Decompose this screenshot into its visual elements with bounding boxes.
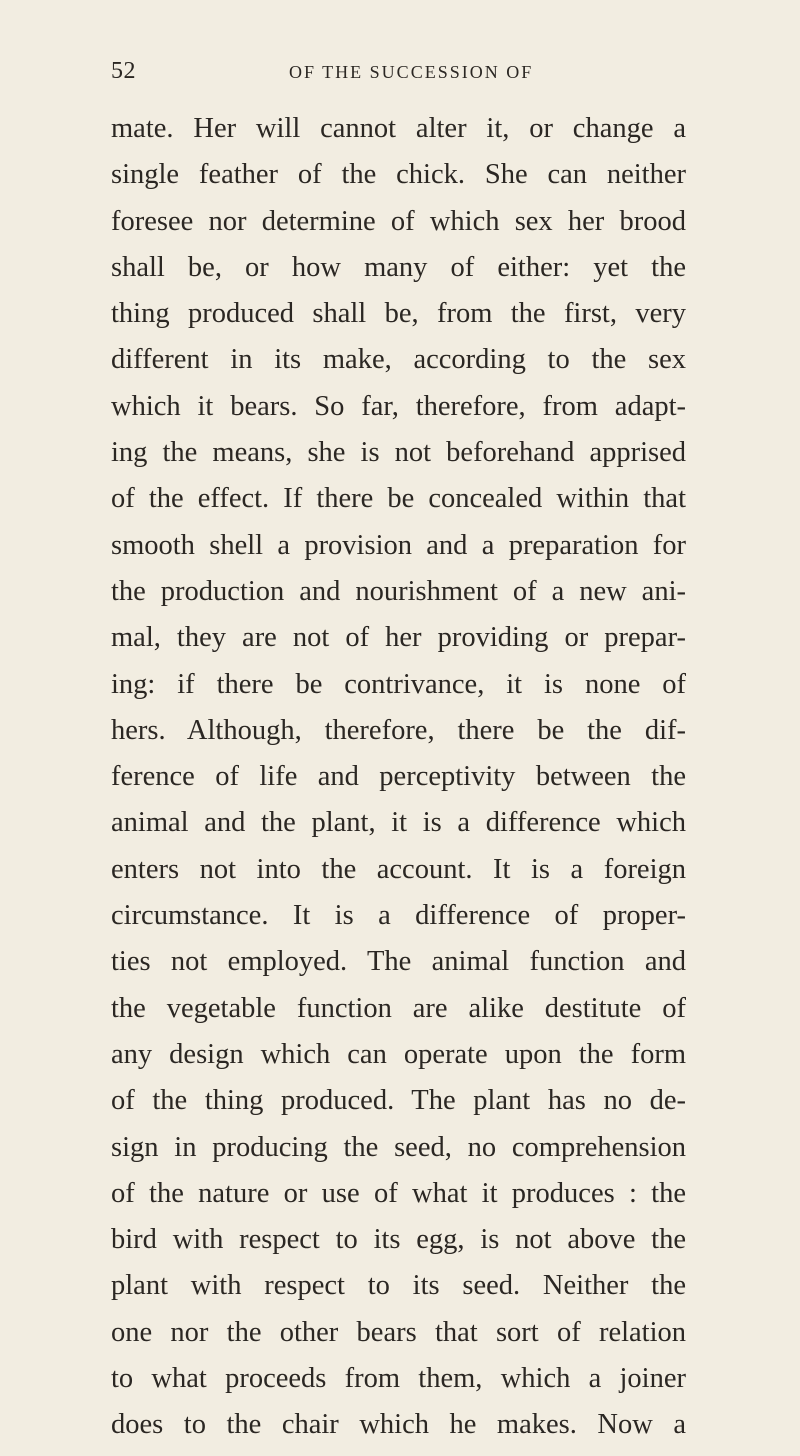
text-line: enters not into the account. It is a foreign [111, 853, 686, 885]
text-line: of the nature or use of what it produces : the [111, 1177, 686, 1209]
text-line: ference of life and perceptivity between the [111, 761, 686, 793]
running-title: OF THE SUCCESSION OF [289, 62, 534, 82]
text-line: the production and nourishment of a new ani- [111, 575, 686, 607]
text-line: the vegetable function are alike destitute of [111, 992, 686, 1024]
text-line: ing the means, she is not beforehand apprised [111, 437, 686, 469]
body-text [111, 106, 686, 1449]
text-line: any design which can operate upon the form [111, 1038, 686, 1070]
text-line: which it bears. So far, therefore, from adapt- [111, 390, 686, 422]
text-line: hers. Although, therefore, there be the dif- [111, 714, 686, 746]
text-line: animal and the plant, it is a difference which [111, 807, 686, 839]
text-line: thing produced shall be, from the first, very [111, 298, 686, 330]
text-line: ties not employed. The animal function and [111, 946, 686, 978]
text-line: circumstance. It is a difference of proper- [111, 900, 686, 932]
text-line: bird with respect to its egg, is not above the [111, 1224, 686, 1256]
text-line: different in its make, according to the sex [111, 344, 686, 376]
text-line: mate. Her will cannot alter it, or change a [111, 113, 686, 144]
text-line: ing: if there be contrivance, it is none of [111, 668, 686, 700]
text-line: sign in producing the seed, no comprehension [111, 1131, 686, 1163]
text-line: foresee nor determine of which sex her brood [111, 205, 686, 237]
text-line: to what proceeds from them, which a joiner [111, 1363, 686, 1395]
text-line: plant with respect to its seed. Neither the [111, 1270, 686, 1302]
text-line: does to the chair which he makes. Now a [111, 1409, 686, 1441]
page-number: 52 [111, 58, 136, 84]
text-line: mal, they are not of her providing or prepar- [111, 622, 686, 654]
text-line: of the effect. If there be concealed within that [111, 483, 686, 515]
text-line: shall be, or how many of either: yet the [111, 251, 686, 283]
text-line: of the thing produced. The plant has no de- [111, 1085, 686, 1117]
running-head [111, 58, 681, 88]
text-line: smooth shell a provision and a preparation for [111, 529, 686, 561]
text-line: one nor the other bears that sort of relation [111, 1316, 686, 1348]
text-line: single feather of the chick. She can neither [111, 159, 686, 191]
